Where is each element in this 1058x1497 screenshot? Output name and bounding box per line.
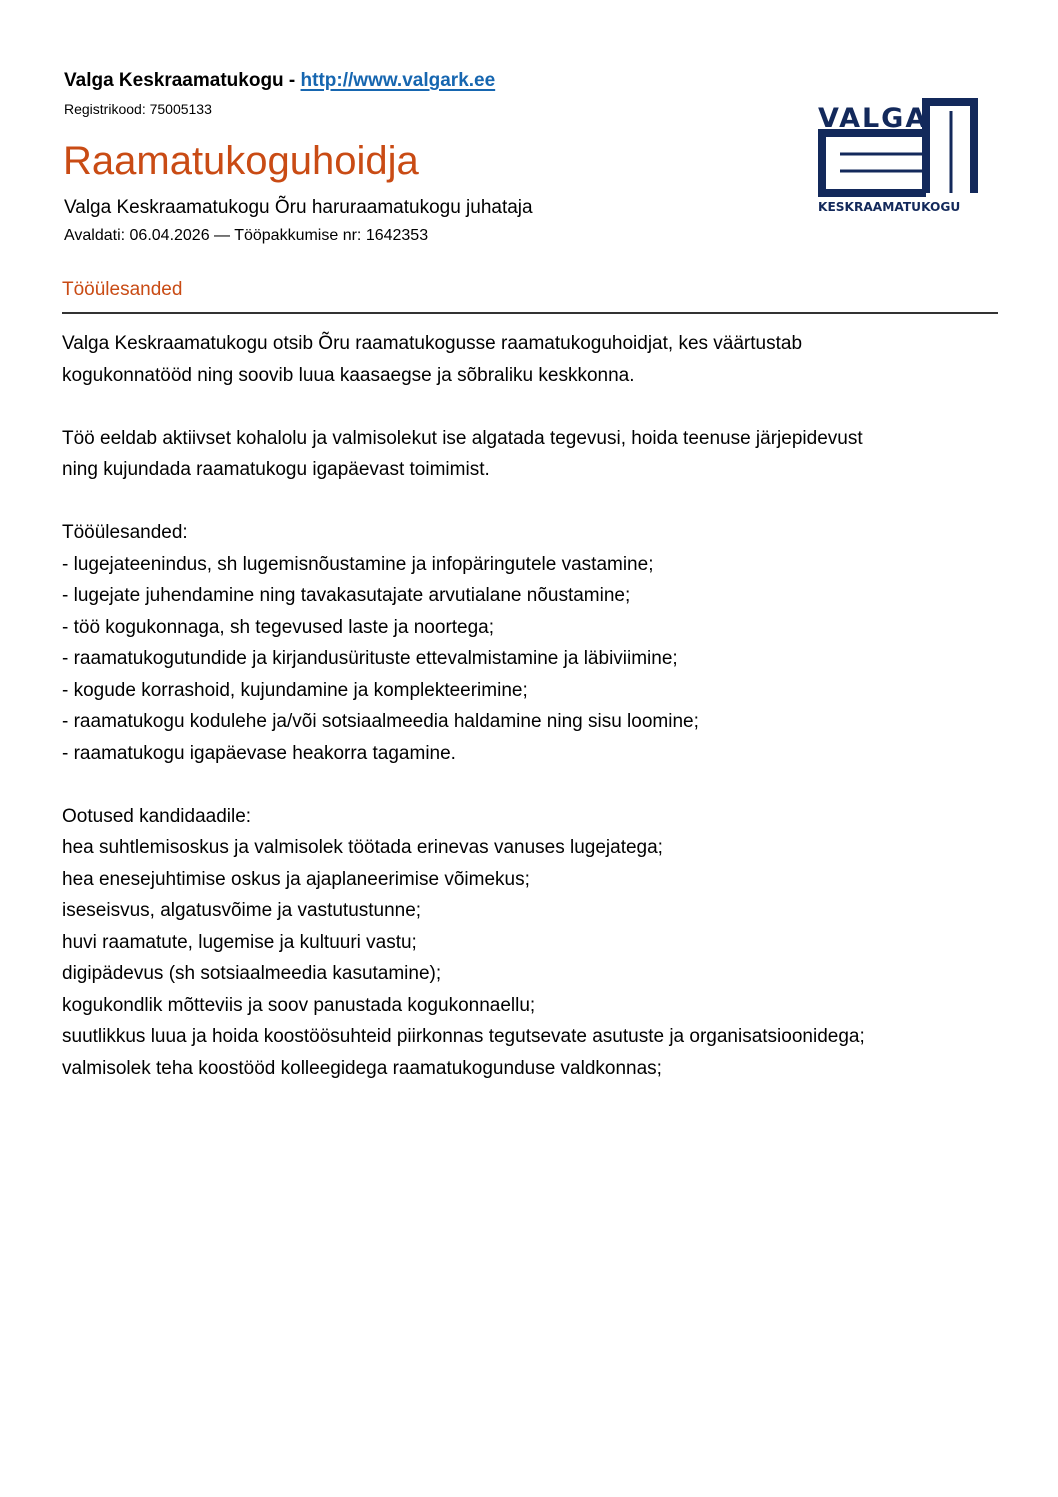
intro-line: Töö eeldab aktiivset kohalolu ja valmisolekut ise algatada tegevusi, hoida teenuse järjepidevust bbox=[62, 427, 863, 449]
logo-top-text: VALGA bbox=[818, 103, 929, 134]
expectations-block bbox=[62, 801, 998, 1085]
section-heading: Tööülesanded bbox=[62, 279, 183, 300]
logo-bottom-text: KESKRAAMATUKOGU bbox=[818, 200, 961, 214]
tasks-block bbox=[62, 517, 998, 769]
intro-line: ning kujundada raamatukogu igapäevast toimimist. bbox=[62, 459, 490, 480]
tasks-heading: Tööülesanded: bbox=[62, 522, 188, 543]
expectations-heading: Ootused kandidaadile: bbox=[62, 805, 252, 827]
organization-header bbox=[64, 70, 495, 92]
expectation-item: hea suhtlemisoskus ja valmisolek töötada erinevas vanuses lugejatega; bbox=[62, 837, 663, 858]
task-item: - lugejate juhendamine ning tavakasutajate arvutialane nõustamine; bbox=[62, 585, 631, 606]
job-subtitle: Valga Keskraamatukogu Õru haruraamatukogu juhataja bbox=[64, 197, 533, 218]
expectation-item: hea enesejuhtimise oskus ja ajaplaneerimise võimekus; bbox=[62, 868, 530, 890]
intro-line: Valga Keskraamatukogu otsib Õru raamatukogusse raamatukoguhoidjat, kes väärtustab bbox=[62, 333, 803, 354]
expectation-item: valmisolek teha koostööd kolleegidega raamatukogunduse valdkonnas; bbox=[62, 1057, 662, 1079]
header-separator: - bbox=[283, 70, 301, 91]
section-divider bbox=[62, 312, 998, 314]
publication-meta: Avaldati: 06.04.2026 — Tööpakkumise nr: 1642353 bbox=[64, 227, 429, 244]
task-item: - kogude korrashoid, kujundamine ja komplekteerimine; bbox=[62, 679, 528, 701]
expectation-item: suutlikkus luua ja hoida koostöösuhteid piirkonnas tegutsevate asutuste ja organisatsioonidega; bbox=[62, 1026, 865, 1047]
intro-line: kogukonnatööd ning soovib luua kaasaegse ja sõbraliku keskkonna. bbox=[62, 364, 635, 386]
expectation-item: kogukondlik mõtteviis ja soov panustada kogukonnaellu; bbox=[62, 994, 536, 1016]
intro-paragraph-1 bbox=[62, 328, 998, 391]
registry-code: Registrikood: 75005133 bbox=[64, 101, 212, 117]
task-item: - raamatukogutundide ja kirjandusürituste ettevalmistamine ja läbiviimine; bbox=[62, 648, 678, 669]
task-item: - raamatukogu igapäevase heakorra tagamine. bbox=[62, 742, 456, 764]
library-logo bbox=[814, 97, 984, 217]
expectation-item: digipädevus (sh sotsiaalmeedia kasutamine); bbox=[62, 963, 442, 984]
task-item: - raamatukogu kodulehe ja/või sotsiaalmeedia haldamine ning sisu loomine; bbox=[62, 711, 699, 732]
expectation-item: huvi raamatute, lugemise ja kultuuri vastu; bbox=[62, 931, 417, 953]
organization-name: Valga Keskraamatukogu bbox=[64, 70, 284, 91]
website-link[interactable]: http://www.valgark.ee bbox=[300, 70, 496, 91]
expectation-item: iseseisvus, algatusvõime ja vastutustunne; bbox=[62, 900, 422, 921]
logo-page-shape bbox=[822, 133, 926, 193]
job-description bbox=[62, 328, 998, 1116]
intro-paragraph-2 bbox=[62, 423, 998, 486]
task-item: - lugejateenindus, sh lugemisnõustamine ja infopäringutele vastamine; bbox=[62, 553, 654, 575]
task-item: - töö kogukonnaga, sh tegevused laste ja noortega; bbox=[62, 616, 495, 638]
job-title: Raamatukoguhoidja bbox=[63, 139, 419, 183]
